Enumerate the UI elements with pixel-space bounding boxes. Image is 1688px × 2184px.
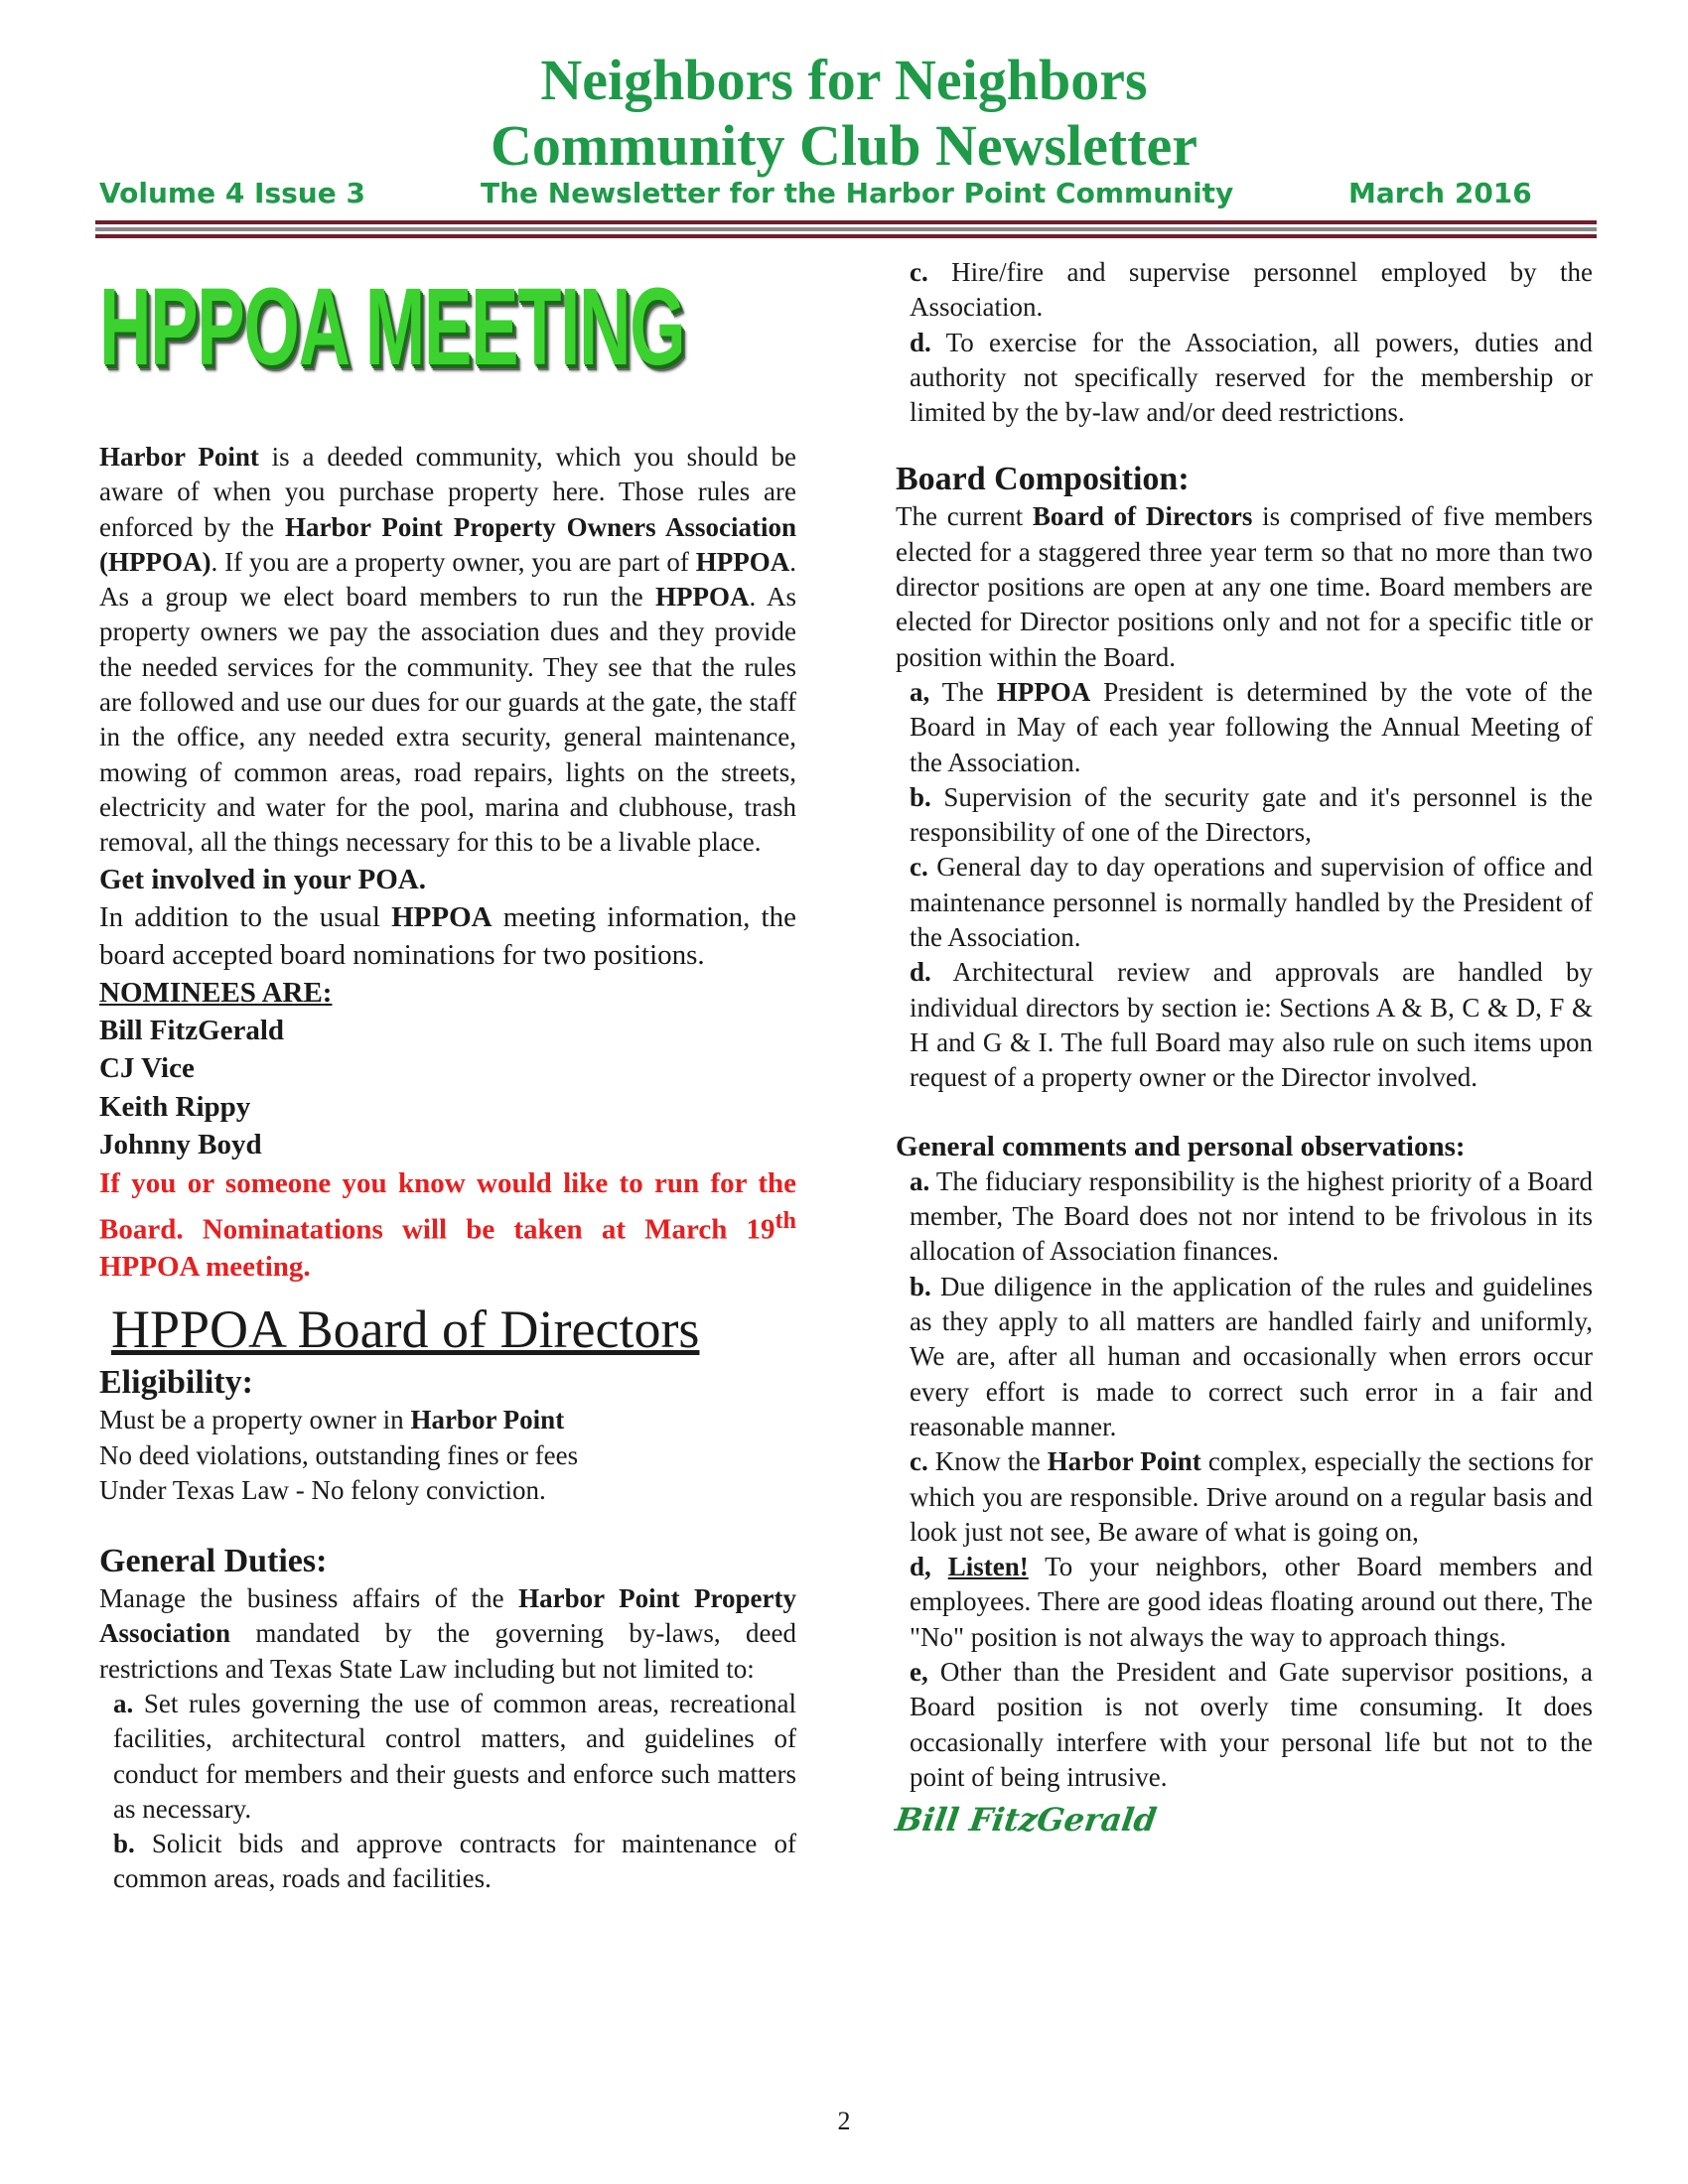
comp-b-text: Supervision of the security gate and it's personnel is the responsibility of one of the Directors, <box>910 781 1593 848</box>
newsletter-title-line-2: Community Club Newsletter <box>490 113 1198 178</box>
comment-d <box>896 1550 1593 1655</box>
eligibility-line-1 <box>99 1403 796 1437</box>
comment-a <box>896 1164 1593 1270</box>
duty-d-label: d. <box>910 327 931 357</box>
intro-bold-3: HPPOA <box>695 546 790 577</box>
com-c-text-1: Know the <box>927 1446 1048 1477</box>
involve-text-1: In addition to the usual <box>99 900 392 933</box>
intro-bold-1: Harbor Point <box>99 442 259 472</box>
newsletter-title-line-1: Neighbors for Neighbors <box>540 48 1148 112</box>
intro-text-2: . If you are a property owner, you are part of <box>211 546 696 577</box>
com-a-label: a. <box>910 1165 930 1196</box>
com-e-label: e, <box>910 1656 928 1687</box>
left-column <box>99 248 796 1897</box>
com-d-listen: Listen! <box>947 1552 1029 1582</box>
signature: Bill FitzGerald <box>893 1801 1160 1840</box>
board-composition-heading: Board Composition: <box>896 461 1190 498</box>
involve-text-2: meeting information, the board accepted board nominations for two positions. <box>99 900 796 971</box>
composition-b <box>896 780 1593 851</box>
nomination-text-2: HPPOA meeting. <box>99 1251 311 1284</box>
duty-a <box>99 1687 796 1827</box>
duties-intro <box>99 1581 796 1687</box>
duties-text-2: mandated by the governing by-laws, deed restrictions and Texas State Law including but not limited to: <box>99 1618 796 1684</box>
involve-bold: HPPOA <box>391 900 492 933</box>
comp-d-text: Architectural review and approvals are handled by individual directors by section ie: Sections A & B, C & D, F & H and G & I. The full Board may also rule on such items upon request of a property owner or the Director involved. <box>910 957 1593 1093</box>
intro-bold-4: HPPOA <box>655 582 750 613</box>
com-d-label: d, <box>910 1552 931 1582</box>
nomination-sup: th <box>774 1206 796 1234</box>
general-duties-heading: General Duties: <box>99 1543 328 1580</box>
com-d-text: To your neighbors, other Board members and employees. There are good ideas floating around out there, The "No" position is not always the way to approach things. <box>910 1552 1593 1652</box>
eligibility-line-2: No deed violations, outstanding fines or fees <box>99 1439 579 1470</box>
duty-b-label: b. <box>113 1829 135 1859</box>
intro-paragraph <box>99 440 796 861</box>
comp-d-label: d. <box>910 957 931 988</box>
nominee-3: Keith Rippy <box>99 1090 251 1123</box>
eligibility-heading: Eligibility: <box>99 1364 253 1402</box>
issue-date: March 2016 <box>1348 177 1532 209</box>
intro-text-4: . As property owners we pay the association dues and they provide the needed services for the community. They see that the rules are followed and use our dues for our guards at the gate, the staff in the office, any needed extra security, general maintenance, mowing of common areas, road repairs, lights on the streets, electricity and water for the pool, marina and clubhouse, trash removal, all the things necessary for this to be a livable place. <box>99 582 796 858</box>
nominee-2: CJ Vice <box>99 1052 195 1085</box>
comp-a-text-2: President is determined by the vote of the Board in May of each year following the Annual Meeting of the Association. <box>910 676 1593 777</box>
com-a-text: The fiduciary responsibility is the highest priority of a Board member, The Board does not nor intend to be frivolous in its allocation of Association finances. <box>910 1165 1593 1267</box>
duty-b-text: Solicit bids and approve contracts for maintenance of common areas, roads and facilities. <box>113 1829 796 1894</box>
eligibility-text: Must be a property owner in <box>99 1405 411 1435</box>
nomination-text-1: If you or someone you know would like to run for the Board. Nominatations will be taken at March 19 <box>99 1166 796 1246</box>
masthead <box>0 48 1688 179</box>
comp-c-text: General day to day operations and supervision of office and maintenance personnel is normally handled by the President of the Association. <box>910 852 1593 953</box>
newsletter-tagline: The Newsletter for the Harbor Point Community <box>481 177 1234 209</box>
duties-bold: Harbor Point Property Association <box>99 1583 796 1649</box>
intro-bold-2: Harbor Point Property Owners Association (HPPOA) <box>99 511 796 577</box>
composition-a <box>896 675 1593 780</box>
general-comments-heading: General comments and personal observations: <box>896 1130 1466 1162</box>
intro-text-3: . As a group we elect board members to run the <box>99 546 796 613</box>
nominees-heading: NOMINEES ARE: <box>99 976 333 1009</box>
nomination-call <box>99 1164 796 1287</box>
duty-a-label: a. <box>113 1689 134 1718</box>
duties-text-1: Manage the business affairs of the <box>99 1583 519 1614</box>
nominee-1: Bill FitzGerald <box>99 1014 285 1046</box>
duty-c-label: c. <box>910 257 928 287</box>
masthead-divider <box>95 220 1597 241</box>
duty-d-text: To exercise for the Association, all powers, duties and authority not specifically reserved for the membership or limited by the by-law and/or deed restrictions. <box>910 327 1593 428</box>
composition-paragraph <box>896 499 1593 674</box>
com-b-text: Due diligence in the application of the rules and guidelines as they apply to all matters are handled fairly and uniformly, We are, after all human and occasionally when errors occur every effort is made to correct such error in a fair and reasonable manner. <box>910 1271 1593 1441</box>
duty-d <box>896 326 1593 431</box>
com-c-text-2: complex, especially the sections for which you are responsible. Drive around on a regular basis and look just not see, Be aware of what is going on, <box>910 1446 1594 1547</box>
comp-c-label: c. <box>910 852 928 883</box>
board-of-directors-title: HPPOA Board of Directors <box>111 1299 700 1360</box>
eligibility-line-3: Under Texas Law - No felony conviction. <box>99 1474 546 1505</box>
duty-c-text: Hire/fire and supervise personnel employed by the Association. <box>910 257 1593 323</box>
composition-text-2: is comprised of five members elected for a staggered three year term so that no more than two director positions are open at any one time. Board members are elected for Director positions only and not for a specific title or position within the Board. <box>896 501 1593 672</box>
composition-text-1: The current <box>896 501 1033 532</box>
com-e-text: Other than the President and Gate supervisor positions, a Board position is not overly time consuming. It does occasionally interfere with your personal life but not to the point of being intrusive. <box>910 1656 1593 1792</box>
composition-c <box>896 850 1593 955</box>
comp-b-label: b. <box>910 781 931 812</box>
volume-issue: Volume 4 Issue 3 <box>99 177 365 209</box>
page-number: 2 <box>837 2107 851 2135</box>
duty-a-text: Set rules governing the use of common areas, recreational facilities, architectural control matters, and guidelines of conduct for members and their guests and enforce such matters as necessary. <box>113 1689 796 1824</box>
com-c-bold: Harbor Point <box>1047 1446 1201 1477</box>
involve-paragraph <box>99 898 796 974</box>
composition-bold: Board of Directors <box>1032 501 1253 532</box>
comment-b <box>896 1270 1593 1444</box>
get-involved-heading: Get involved in your POA. <box>99 863 426 895</box>
hppoa-meeting-headline: HPPOA MEETING <box>99 266 685 388</box>
com-c-label: c. <box>910 1446 928 1477</box>
right-column <box>893 255 1594 1840</box>
comp-a-label: a, <box>910 676 930 707</box>
comp-a-bold: HPPOA <box>996 676 1091 707</box>
comment-c <box>896 1444 1593 1550</box>
eligibility-bold: Harbor Point <box>410 1405 565 1435</box>
duty-b <box>99 1827 796 1897</box>
comment-e <box>896 1655 1593 1795</box>
com-b-label: b. <box>910 1271 931 1301</box>
comp-a-text-1: The <box>929 676 997 707</box>
composition-d <box>896 955 1593 1095</box>
duty-c <box>896 255 1593 326</box>
nominee-4: Johnny Boyd <box>99 1129 262 1161</box>
intro-text-1: is a deeded community, which you should be aware of when you purchase property here. Those rules are enforced by the <box>99 442 796 542</box>
